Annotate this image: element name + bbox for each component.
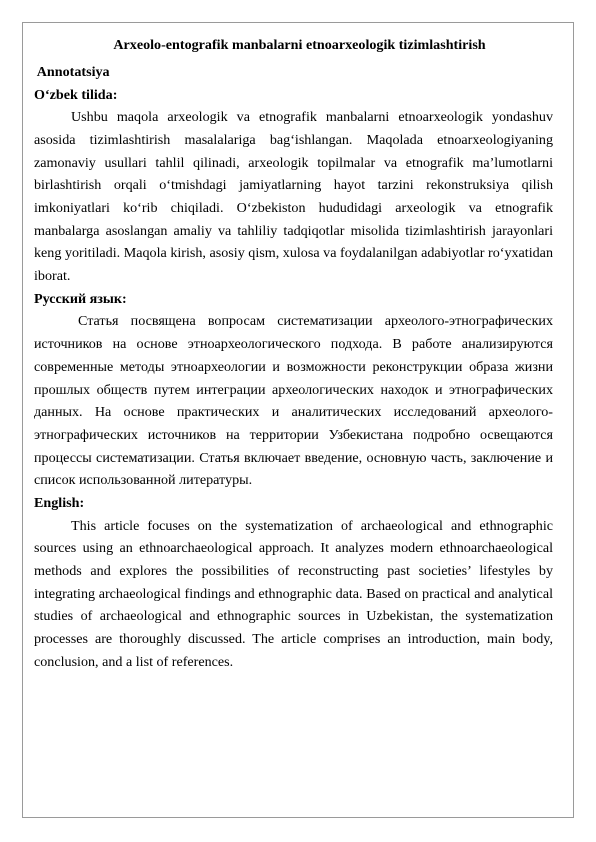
document-title: Arxeolo-entografik manbalarni etnoarxeologik tizimlashtirish: [113, 37, 486, 53]
section-heading-uzbek: O‘zbek tilida:: [34, 86, 118, 103]
abstract-russian: Статья посвящена вопросам систематизации археолого-этнографических источников на основе этноархеологического подхода. В работе анализируются современные методы этноархеологии и возможности реконструкции образа жизни прошлых обществ путем интеграции археологических находок и этнографических данных. На основе практических и аналитических исследований археолого-этнографических источников на территории Узбекистана подробно освещаются процессы систематизации. Статья включает введение, основную часть, заключение и список использованной литературы.: [34, 313, 553, 489]
abstract-uzbek: Ushbu maqola arxeologik va etnografik manbalarni etnoarxeologik yondashuv asosida tizimlashtirish masalalariga bag‘ishlangan. Maqolada etnoarxeologiyaning zamonaviy usullari tahlil qilinadi, arxeologik topilmalar va etnografik ma’lumotlarni birlashtirish orqali o‘tmishdagi jamiyatlarning hayot tarzini rekonstruksiya qilish imkoniyatlari ko‘rib chiqiladi. O‘zbekiston hududidagi arxeologik va etnografik manbalarga asoslangan amaliy va tahliliy tadqiqotlar misolida tizimlashtirish jarayonlari keng yoritiladi. Maqola kirish, asosiy qism, xulosa va foydalanilgan adabiyotlar ro‘yxatidan iborat.: [34, 109, 553, 285]
annotation-heading: Annotatsiya: [34, 64, 110, 80]
section-heading-english: English:: [34, 495, 85, 512]
section-heading-russian: Русский язык:: [34, 290, 127, 307]
abstract-english: This article focuses on the systematization of archaeological and ethnographic sources using an ethnoarchaeological approach. It analyzes modern ethnoarchaeological methods and explores the possibilities of reconstructing past societies’ lifestyles by integrating archaeological findings and ethnographic data. Based on practical and analytical studies of archaeological and ethnographic sources in Uzbekistan, the systematization processes are thoroughly discussed. The article comprises an introduction, main body, conclusion, and a list of references.: [34, 517, 553, 670]
document-body: [34, 34, 553, 674]
